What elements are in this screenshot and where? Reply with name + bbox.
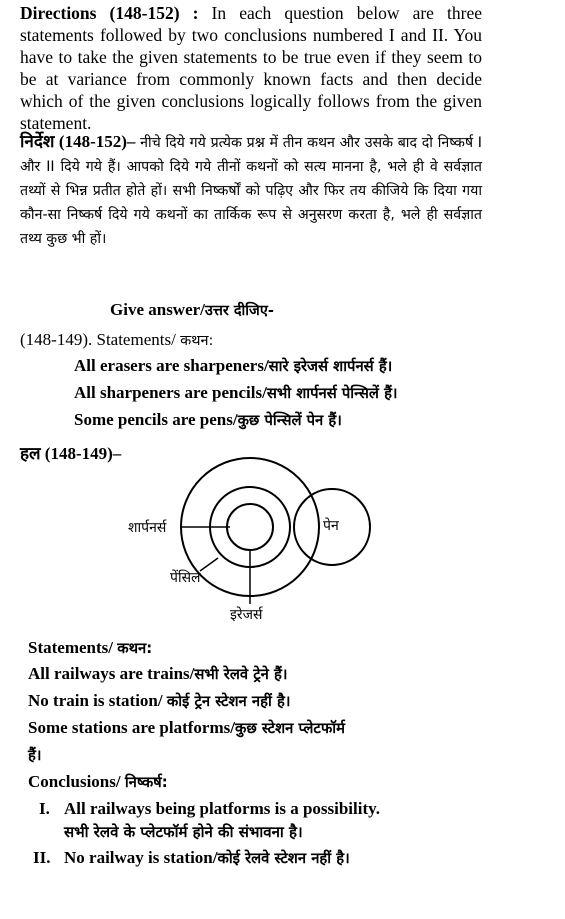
q2-statement-3-en: Some stations are platforms/ — [28, 718, 235, 737]
erasers-label: इरेजर्स — [230, 607, 263, 623]
q2-statement-3-cont: हैं। — [28, 747, 42, 764]
pencil-label: पेंसिल — [170, 570, 201, 586]
directions-text: In each question below are three statements followed by two conclusions numbered I and II. You have to take the given statements to be true even if they seem to be at variance from commonly known facts and then decide which of the given conclusions logically follows from the given statement. — [20, 3, 483, 133]
q2-statement-2-hi: कोई ट्रेन स्टेशन नहीं है। — [166, 693, 291, 710]
q1-heading-hi: कथन: — [180, 333, 214, 349]
directions-heading: Directions (148-152) : — [20, 3, 199, 23]
q2-statement-1 — [28, 664, 288, 684]
q1-statement-3-hi: कुछ पेन्सिलें पेन हैं। — [237, 412, 342, 429]
pencil-pointer — [200, 558, 218, 571]
conclusion-2 — [64, 848, 350, 868]
conclusions-heading — [28, 772, 168, 792]
pen-label: पेन — [323, 518, 339, 534]
q1-statement-3-en: Some pencils are pens/ — [74, 410, 238, 429]
hindi-directions-text: नीचे दिये गये प्रत्येक प्रश्न में तीन कथन और उसके बाद दो निष्कर्ष I और II दिये गये हैं। आपको दिये गये तीनों कथनों को सत्य मानना है, भले ही वे सर्वज्ञात तथ्यों से भिन्न प्रतीत होते हों। सभी निष्कर्षों को पढ़िए और फिर तय कीजिये कि दिया गया कौन-सा निष्कर्ष दिये गये कथनों का तार्किक रूप से अनुसरण करता है, भले ही सर्वज्ञात तथ्य कुछ भी हों। — [20, 135, 482, 247]
q2-statement-3-hi: कुछ स्टेशन प्लेटफॉर्म — [234, 720, 345, 737]
conclusions-heading-en: Conclusions/ — [28, 772, 125, 791]
q2-heading-hi: कथन: — [117, 640, 153, 657]
q2-statement-2-en: No train is station/ — [28, 691, 167, 710]
q1-heading-en: (148-149). Statements/ — [20, 330, 181, 349]
conclusion-2-en: No railway is station/ — [64, 848, 218, 867]
q1-statement-2-hi: सभी शार्पनर्स पेन्सिलें हैं। — [266, 385, 398, 402]
sharpeners-label: शार्पनर्स — [128, 520, 167, 536]
give-answer-en: Give answer/ — [110, 300, 205, 319]
conclusions-heading-hi: निष्कर्ष: — [124, 774, 168, 791]
give-answer-hi: उत्तर दीजिए- — [204, 303, 274, 319]
conclusion-1-number: I. — [39, 799, 50, 818]
q2-statement-3 — [28, 718, 345, 738]
q1-statement-1-hi: सारे इरेजर्स शार्पनर्स हैं। — [268, 358, 393, 375]
q2-heading-en: Statements/ — [28, 638, 118, 657]
q1-statement-1-en: All erasers are sharpeners/ — [74, 356, 269, 375]
q2-statement-1-hi: सभी रेलवे ट्रेने हैं। — [194, 666, 288, 683]
hindi-directions-heading: निर्देश (148-152)– — [20, 132, 136, 151]
conclusion-1-hi: सभी रेलवे के प्लेटफॉर्म होने की संभावना है। — [64, 823, 303, 841]
q2-statement-2 — [28, 691, 290, 711]
conclusion-1-en: All railways being platforms is a possibility. — [64, 799, 380, 818]
solution-heading: हल (148-149)– — [20, 444, 122, 463]
conclusion-2-hi: कोई रेलवे स्टेशन नहीं है। — [217, 850, 350, 867]
erasers-circle — [227, 504, 273, 550]
q2-heading — [28, 638, 152, 658]
q1-statement-2-en: All sharpeners are pencils/ — [74, 383, 267, 402]
q2-statement-1-en: All railways are trains/ — [28, 664, 195, 683]
conclusion-2-number: II. — [33, 848, 51, 867]
